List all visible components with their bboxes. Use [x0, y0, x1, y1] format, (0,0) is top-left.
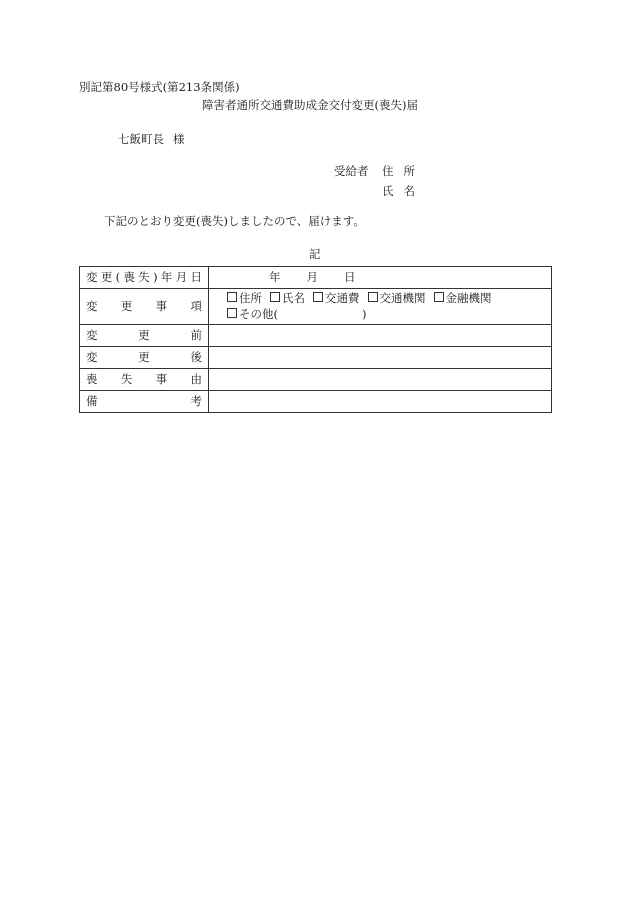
- remarks-row: [80, 391, 552, 413]
- reason-row-label: [80, 369, 209, 391]
- option-other[interactable]: [227, 307, 367, 323]
- change-options-line: [227, 291, 545, 307]
- checkbox-icon[interactable]: [434, 292, 444, 302]
- label-char: 由: [190, 371, 202, 386]
- label-char: 考: [190, 393, 202, 408]
- after-row-label: [80, 347, 209, 369]
- checkbox-icon[interactable]: [313, 292, 323, 302]
- reason-field[interactable]: [209, 369, 552, 391]
- ki-heading: 記: [309, 247, 321, 261]
- before-row: [80, 325, 552, 347]
- label-char: ): [153, 269, 158, 284]
- option-label: 交通機関: [379, 290, 426, 305]
- label-char: 失: [138, 269, 150, 284]
- recipient-label: 受給者: [334, 164, 369, 178]
- label-char: 項: [190, 298, 202, 313]
- checkbox-icon[interactable]: [270, 292, 280, 302]
- before-row-label: [80, 325, 209, 347]
- option-label: その他(: [239, 306, 278, 321]
- label-char: 変: [86, 269, 98, 284]
- row-label-chars: [86, 372, 202, 388]
- option-label: 住所: [239, 290, 262, 305]
- option-label: 交通費: [325, 290, 360, 305]
- reason-row: [80, 369, 552, 391]
- month-label: 月: [306, 269, 318, 284]
- date-field[interactable]: [209, 267, 552, 289]
- day-label: 日: [344, 269, 356, 284]
- date-row-label: [80, 267, 209, 289]
- label-char: 更: [138, 327, 150, 342]
- row-label-chars: [86, 350, 202, 366]
- row-label-chars: [86, 299, 202, 315]
- label-char: 事: [155, 298, 168, 313]
- label-char: 変: [86, 349, 98, 364]
- label-char: 失: [120, 371, 133, 386]
- address-label: 住所: [382, 164, 425, 178]
- after-row: [80, 347, 552, 369]
- addressee-name: 七飯町長: [118, 132, 164, 146]
- row-label-chars: [86, 328, 202, 344]
- remarks-field[interactable]: [209, 391, 552, 413]
- addressee-honorific: 様: [173, 132, 185, 146]
- name-label: 氏名: [382, 184, 425, 198]
- row-label-chars: [86, 394, 202, 410]
- date-label-chars: [86, 270, 202, 286]
- label-char: 更: [138, 349, 150, 364]
- option-label: 氏名: [282, 290, 305, 305]
- date-row: [80, 267, 552, 289]
- label-char: 喪: [123, 269, 135, 284]
- after-field[interactable]: [209, 347, 552, 369]
- form-number: 別記第80号様式(第213条関係): [79, 80, 240, 94]
- label-char: 後: [190, 349, 202, 364]
- label-char: (: [115, 269, 121, 284]
- other-close-paren: ): [362, 306, 367, 321]
- option-transport-agency[interactable]: [368, 291, 426, 307]
- items-row: [80, 289, 552, 325]
- before-field[interactable]: [209, 325, 552, 347]
- label-char: 備: [86, 393, 98, 408]
- option-financial-institution[interactable]: [434, 291, 492, 307]
- option-transport-cost[interactable]: [313, 291, 360, 307]
- option-label: 金融機関: [445, 290, 492, 305]
- change-form-table: [79, 266, 552, 413]
- label-char: 事: [155, 371, 168, 386]
- option-address[interactable]: [227, 291, 262, 307]
- statement-text: 下記のとおり変更(喪失)しましたので、届けます。: [104, 214, 365, 228]
- other-option-line: [227, 307, 545, 323]
- change-items-cell: [209, 289, 552, 325]
- checkbox-icon[interactable]: [227, 292, 237, 302]
- label-char: 年: [160, 269, 173, 284]
- checkbox-icon[interactable]: [368, 292, 378, 302]
- label-char: 月: [175, 269, 188, 284]
- remarks-row-label: [80, 391, 209, 413]
- document-title: 障害者通所交通費助成金交付変更(喪失)届: [202, 98, 418, 112]
- label-char: 前: [190, 327, 202, 342]
- label-char: 更: [100, 269, 113, 284]
- year-label: 年: [269, 269, 281, 284]
- label-char: 変: [86, 327, 98, 342]
- label-char: 更: [120, 298, 133, 313]
- checkbox-icon[interactable]: [227, 308, 237, 318]
- items-row-label: [80, 289, 209, 325]
- label-char: 変: [86, 298, 98, 313]
- label-char: 日: [190, 269, 202, 284]
- label-char: 喪: [86, 371, 98, 386]
- option-name[interactable]: [270, 291, 305, 307]
